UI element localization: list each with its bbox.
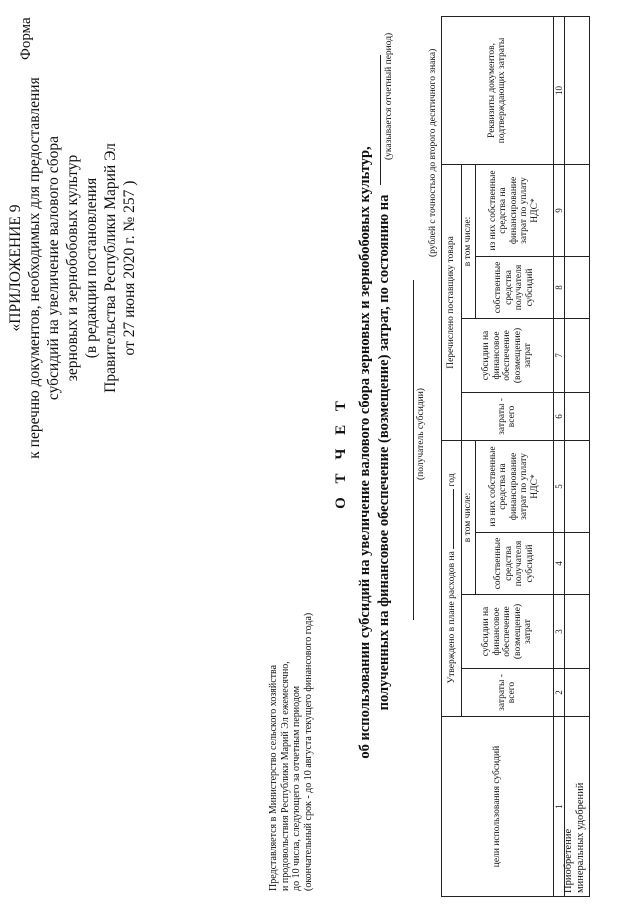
column-number: 9 (553, 164, 565, 256)
column-number: 5 (553, 440, 565, 532)
transfer-costs-total: затраты - всего (462, 392, 554, 440)
submission-line: до 10 числа, следующего за отчетным периодом (291, 685, 303, 891)
appendix-line: зерновых и зернобобовых культур (64, 154, 81, 382)
period-fill-line (380, 55, 381, 185)
table-cell (565, 595, 590, 669)
appendix-block (6, 33, 139, 503)
period-caption: (указывается отчетный период) (384, 32, 394, 160)
row-label-line: Приобретение (563, 828, 574, 893)
table-cell (565, 164, 590, 256)
column-number: 1 (553, 717, 565, 897)
report-subtitle-line: об использовании субсидий на увеличение валового сбора зерновых и зернобобовых культур, (357, 146, 373, 759)
form-label: Форма (18, 17, 34, 60)
column-number: 6 (553, 392, 565, 440)
submission-line: и продовольствия Республики Марий Эл ежемесячно, (279, 661, 291, 891)
table-cell (565, 440, 590, 532)
recipient-caption: (получатель субсидии) (416, 388, 426, 480)
recipient-fill-line (413, 280, 414, 620)
report-subtitle-line: полученных на финансовое обеспечение (возмещение) затрат, по состоянию на (376, 194, 392, 711)
column-number: 7 (553, 318, 565, 392)
plan-including: в том числе: (462, 440, 476, 594)
transfer-group-header: Перечислено поставщику товара (442, 164, 462, 440)
table-cell (565, 669, 590, 717)
column-number: 8 (553, 256, 565, 318)
appendix-line: (в редакции постановления (83, 177, 100, 359)
plan-group-header (442, 440, 462, 716)
appendix-line: субсидий на увеличение валового сбора (45, 135, 62, 401)
plan-year-fill-line (445, 489, 454, 549)
submission-line: (окончательный срок - до 10 августа текущего финансового года) (302, 612, 314, 891)
table-cell (565, 533, 590, 595)
plan-group-year: год (447, 473, 458, 487)
transfer-own-funds-vat: из них собственные средства на финансирование затрат по уплату НДС* (475, 164, 553, 256)
plan-subsidy: субсидии на финансовое обеспечение (возмещение) затрат (462, 595, 554, 669)
column-number: 10 (553, 16, 565, 164)
subsidy-table (441, 16, 590, 897)
column-number: 4 (553, 533, 565, 595)
table-cell (565, 16, 590, 164)
submission-line: Представляется в Министерство сельского хозяйства (268, 664, 279, 891)
column-number: 2 (553, 669, 565, 717)
table-cell (565, 256, 590, 318)
column-number: 3 (553, 595, 565, 669)
row-label-line: минеральных удобрений (575, 782, 586, 893)
plan-own-funds: собственные средства получателя субсидий (475, 533, 553, 595)
appendix-line: «ПРИЛОЖЕНИЕ 9 (7, 204, 24, 332)
appendix-line: к перечню документов, необходимых для предоставления (26, 77, 43, 459)
submission-note (268, 613, 314, 891)
report-title: О Т Ч Е Т (333, 396, 349, 509)
transfer-subsidy: субсидии на финансовое обеспечение (возмещение) затрат (462, 318, 554, 392)
plan-costs-total: затраты - всего (462, 669, 554, 717)
table-cell (565, 392, 590, 440)
transfer-own-funds: собственные средства получателя субсидий (475, 256, 553, 318)
col-goal-header: цели использования субсидий (442, 717, 554, 897)
transfer-including: в том числе: (462, 164, 476, 318)
appendix-line: от 27 июня 2020 г. № 257 ) (121, 180, 138, 356)
appendix-line: Правительства Республики Марий Эл (102, 143, 119, 393)
plan-own-funds-vat: из них собственные средства на финансирование затрат по уплату НДС* (475, 440, 553, 532)
table-cell (565, 318, 590, 392)
requisites-header: Реквизиты документов, подтверждающих затраты (442, 16, 554, 164)
row-label (563, 783, 587, 893)
plan-group-label: Утверждено в плане расходов на (447, 551, 458, 684)
precision-caption: (рублей с точностью до второго десятичного знака) (428, 48, 438, 257)
